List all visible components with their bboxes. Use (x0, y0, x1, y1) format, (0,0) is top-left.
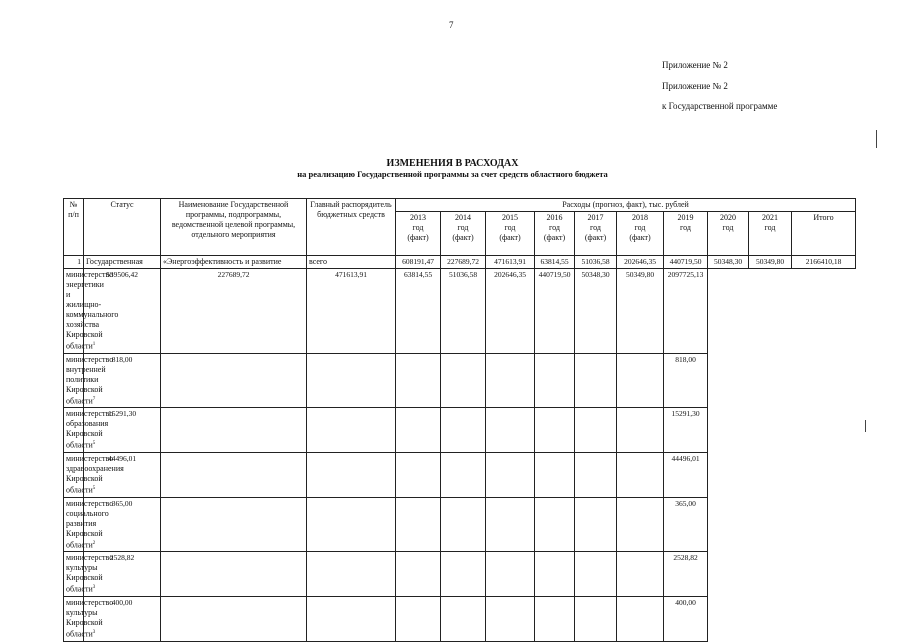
total-cell: 15291,30 (664, 408, 708, 453)
header-year-year: 2016 (546, 213, 563, 222)
value-cell (617, 408, 664, 453)
scan-mark (876, 130, 877, 148)
row-program-name: «Энергоэффективность и развитие (161, 256, 307, 269)
value-cell (617, 596, 664, 641)
value-cell: 202646,35 (486, 269, 535, 354)
distributor-name: министерство культуры Кировской области (66, 597, 114, 639)
value-cell: 50348,30 (575, 269, 617, 354)
value-cell (307, 497, 396, 552)
header-no: № п/п (64, 199, 84, 256)
footnote-mark: 5 (92, 441, 96, 447)
header-year-year: 2020 (720, 213, 736, 222)
appendix-line-3: к Государственной программе (662, 101, 778, 111)
header-year-note: (факт) (543, 233, 566, 242)
header-year-2021 (749, 212, 792, 256)
scan-mark (865, 420, 866, 432)
total-cell: 2528,82 (664, 552, 708, 597)
distributor-name: министерство культуры Кировской области (66, 553, 114, 594)
value-cell (486, 596, 535, 641)
table-row (64, 552, 856, 597)
page-number: 7 (449, 20, 454, 30)
total-cell: 2097725,13 (664, 269, 708, 354)
distributor-name: министерство образования Кировской области (66, 409, 114, 450)
value-cell: 63814,55 (535, 256, 575, 269)
row-distributor (307, 256, 396, 269)
value-cell (575, 353, 617, 408)
header-year-year: 2018 (632, 213, 648, 222)
header-year-year: 2013 (410, 213, 426, 222)
value-cell: 50349,80 (617, 269, 664, 354)
value-cell (396, 353, 441, 408)
expenses-table (63, 198, 856, 642)
value-cell (441, 596, 486, 641)
value-cell: 440719,50 (535, 269, 575, 354)
header-year-2017 (575, 212, 617, 256)
value-cell (486, 353, 535, 408)
value-cell: 202646,35 (617, 256, 664, 269)
header-year-note: (факт) (452, 233, 474, 242)
value-cell (307, 353, 396, 408)
distributor-name: министерство здравоохранения Кировской области (66, 453, 124, 495)
value-cell (396, 596, 441, 641)
header-year-note: (факт) (584, 233, 607, 242)
value-cell (575, 596, 617, 641)
value-cell (486, 408, 535, 453)
header-year-2013 (396, 212, 441, 256)
value-cell (617, 552, 664, 597)
header-year-2020 (708, 212, 749, 256)
header-year-note: (факт) (407, 233, 429, 242)
distributor-name: министерство энергетики и жилищно-коммунального хозяйства Кировской области (66, 270, 119, 351)
value-cell (486, 497, 535, 552)
value-cell (441, 353, 486, 408)
table-row (64, 353, 856, 408)
value-cell (161, 408, 307, 453)
header-year-year: 2014 (455, 213, 471, 222)
header-year-unit: год (590, 223, 601, 232)
footnote-mark: 5 (92, 485, 96, 491)
header-year-note: (факт) (629, 233, 651, 242)
value-cell: 50348,30 (708, 256, 749, 269)
appendix-line-2: Приложение № 2 (662, 81, 728, 91)
value-cell (486, 452, 535, 497)
appendix-line-1: Приложение № 2 (662, 60, 728, 70)
header-year-year: 2015 (502, 213, 518, 222)
value-cell: 63814,55 (396, 269, 441, 354)
header-year-unit: год (549, 223, 560, 232)
value-cell (575, 408, 617, 453)
footnote-mark: 2 (92, 540, 96, 546)
value-cell (161, 552, 307, 597)
value-cell: 50349,80 (749, 256, 792, 269)
value-cell (535, 596, 575, 641)
value-cell: 471613,91 (486, 256, 535, 269)
header-year-unit: год (722, 223, 734, 232)
value-cell: 440719,50 (664, 256, 708, 269)
footnote-mark: 7 (92, 396, 96, 402)
value-cell (161, 353, 307, 408)
document-title: ИЗМЕНЕНИЯ В РАСХОДАХ (386, 158, 519, 169)
row-number: 1 (64, 256, 84, 269)
table-row (64, 596, 856, 641)
total-cell: 818,00 (664, 353, 708, 408)
header-year-2019 (664, 212, 708, 256)
row-distributor (64, 269, 119, 354)
footnote-mark: 1 (92, 342, 96, 347)
total-cell: 44496,01 (664, 452, 708, 497)
value-cell (575, 552, 617, 597)
value-cell (617, 452, 664, 497)
value-cell (617, 353, 664, 408)
header-year-year: 2019 (677, 213, 694, 222)
header-distributor: Главный распорядитель бюджетных средств (307, 199, 396, 256)
value-cell: 608191,47 (396, 256, 441, 269)
header-year-note: (факт) (499, 233, 521, 242)
value-cell: 365,00 (84, 497, 161, 552)
value-cell: 51036,58 (441, 269, 486, 354)
value-cell (535, 552, 575, 597)
value-cell (396, 497, 441, 552)
distributor-name: министерство социального развития Кировской области (66, 498, 114, 550)
value-cell (307, 552, 396, 597)
value-cell (441, 497, 486, 552)
value-cell (441, 552, 486, 597)
value-cell (396, 552, 441, 597)
total-cell: 400,00 (664, 596, 708, 641)
table-row (64, 269, 856, 354)
header-expenses: Расходы (прогноз, факт), тыс. рублей (396, 199, 856, 212)
value-cell: 400,00 (84, 596, 161, 641)
header-year-year: 2017 (587, 213, 604, 222)
row-distributor (64, 552, 114, 597)
footnote-mark: 3 (92, 585, 96, 591)
value-cell: 471613,91 (307, 269, 396, 354)
value-cell: 2528,82 (84, 552, 161, 597)
value-cell (535, 353, 575, 408)
value-cell (307, 452, 396, 497)
value-cell (396, 452, 441, 497)
footnote-mark: 3 (92, 629, 96, 635)
value-cell: 51036,58 (575, 256, 617, 269)
header-year-2018 (617, 212, 664, 256)
document-subtitle: на реализацию Государственной программы за счет средств областного бюджета (297, 169, 608, 179)
row-status: Государственная (84, 256, 161, 269)
total-cell: 365,00 (664, 497, 708, 552)
row-distributor (64, 408, 114, 453)
value-cell (441, 452, 486, 497)
value-cell (535, 497, 575, 552)
header-status: Статус (84, 199, 161, 256)
header-year-unit: год (680, 223, 691, 232)
header-year-unit: год (412, 223, 424, 232)
value-cell (486, 552, 535, 597)
header-name: Наименование Государственной программы, подпрограммы, ведомственной целевой программы, отдельного мероприятия (161, 199, 307, 256)
table-row (64, 497, 856, 552)
header-year-2014 (441, 212, 486, 256)
header-year-year: 2021 (762, 213, 778, 222)
value-cell: 539506,42 (84, 269, 161, 354)
value-cell (161, 452, 307, 497)
value-cell: 227689,72 (441, 256, 486, 269)
value-cell (535, 452, 575, 497)
value-cell (396, 408, 441, 453)
value-cell (161, 497, 307, 552)
value-cell: 15291,30 (84, 408, 161, 453)
value-cell (161, 596, 307, 641)
header-year-2015 (486, 212, 535, 256)
distributor-name: всего (309, 257, 328, 266)
table-row (64, 452, 856, 497)
value-cell (617, 497, 664, 552)
value-cell (575, 452, 617, 497)
header-year-unit: год (457, 223, 469, 232)
total-cell: 2166410,18 (792, 256, 856, 269)
value-cell: 227689,72 (161, 269, 307, 354)
row-distributor (64, 596, 114, 641)
value-cell (441, 408, 486, 453)
row-distributor (64, 353, 114, 408)
header-year-unit: год (504, 223, 516, 232)
value-cell (307, 408, 396, 453)
row-distributor (64, 497, 114, 552)
header-year-unit: год (634, 223, 646, 232)
value-cell (307, 596, 396, 641)
value-cell (575, 497, 617, 552)
value-cell: 44496,01 (84, 452, 161, 497)
header-year-2016 (535, 212, 575, 256)
header-total: Итого (792, 212, 856, 256)
header-year-unit: год (764, 223, 776, 232)
distributor-name: министерство внутренней политики Кировской области (66, 354, 114, 406)
value-cell: 818,00 (84, 353, 161, 408)
table-row (64, 408, 856, 453)
value-cell (535, 408, 575, 453)
